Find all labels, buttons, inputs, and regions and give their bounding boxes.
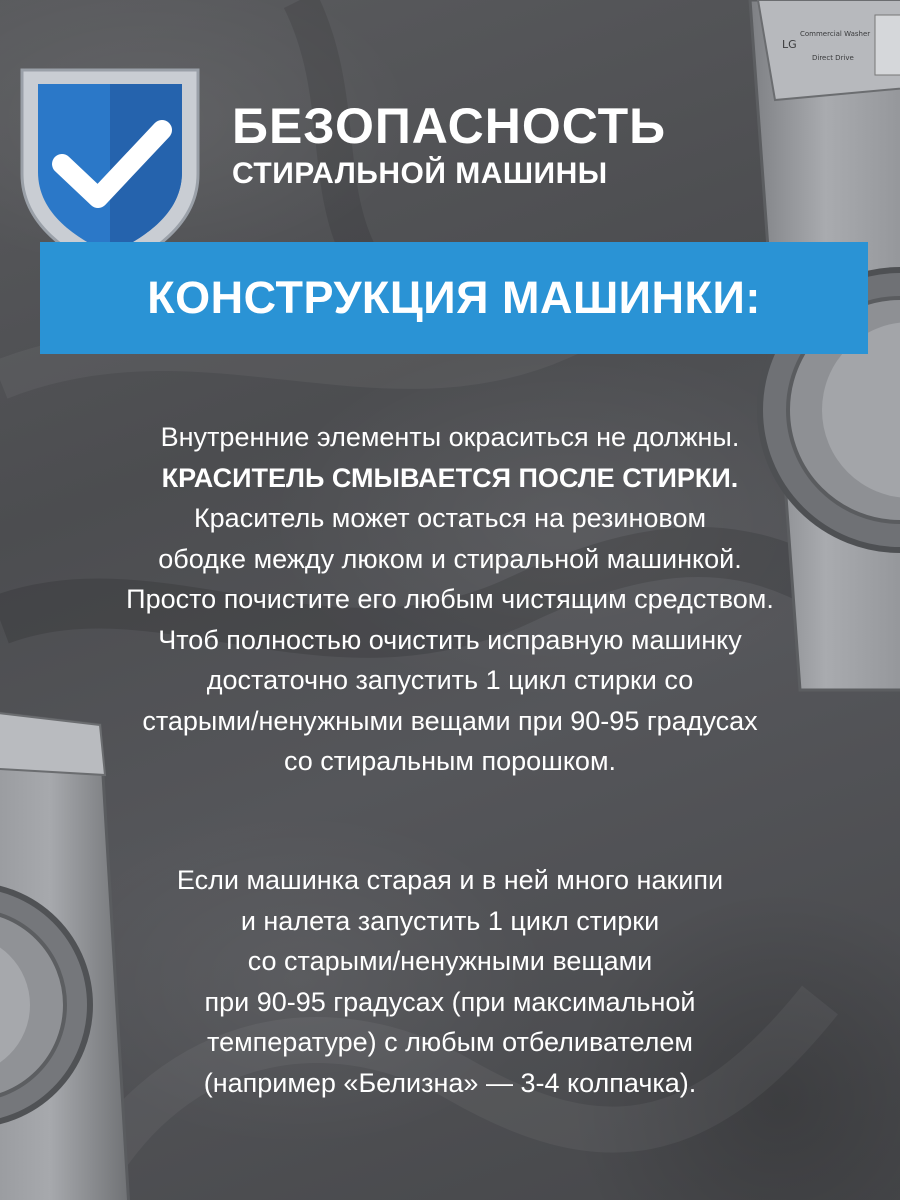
paragraph-line: Внутренние элементы окраситься не должны.	[160, 422, 740, 452]
paragraph-line: Чтоб полностью очистить исправную машинку	[158, 624, 742, 655]
paragraph-line: старыми/ненужными вещами при 90-95 градусах	[142, 705, 758, 736]
section-banner	[40, 242, 868, 354]
machine-drive-label: Direct Drive	[812, 54, 854, 62]
old-machine-paragraph	[20, 860, 880, 1103]
machine-brand-label: LG	[782, 38, 797, 51]
paragraph-line: со старыми/ненужными вещами	[247, 946, 653, 976]
paragraph-line: достаточно запустить 1 цикл стирки со	[206, 665, 694, 695]
paragraph-line: Просто почистите его любым чистящим средством.	[126, 584, 774, 614]
page-title: БЕЗОПАСНОСТЬ	[232, 98, 667, 154]
page-subtitle: СТИРАЛЬНОЙ МАШИНЫ	[232, 157, 608, 190]
paragraph-line-emphasis: КРАСИТЕЛЬ СМЫВАЕТСЯ ПОСЛЕ СТИРКИ.	[161, 462, 739, 493]
paragraph-line: (например «Белизна» — 3-4 колпачка).	[203, 1067, 697, 1098]
construction-paragraph	[20, 417, 880, 782]
paragraph-line: при 90-95 градусах (при максимальной	[204, 986, 696, 1017]
paragraph-line: Если машинка старая и в ней много накипи	[176, 865, 724, 895]
paragraph-line: ободке между люком и стиральной машинкой.	[158, 543, 742, 574]
paragraph-line: и налета запустить 1 цикл стирки	[240, 905, 660, 936]
paragraph-line: Краситель может остаться на резиновом	[193, 503, 707, 533]
paragraph-line: температуре) с любым отбеливателем	[207, 1027, 693, 1057]
paragraph-line: со стиральным порошком.	[283, 746, 617, 776]
machine-model-label: Commercial Washer	[800, 30, 871, 38]
section-banner-text: КОНСТРУКЦИЯ МАШИНКИ:	[147, 272, 761, 323]
